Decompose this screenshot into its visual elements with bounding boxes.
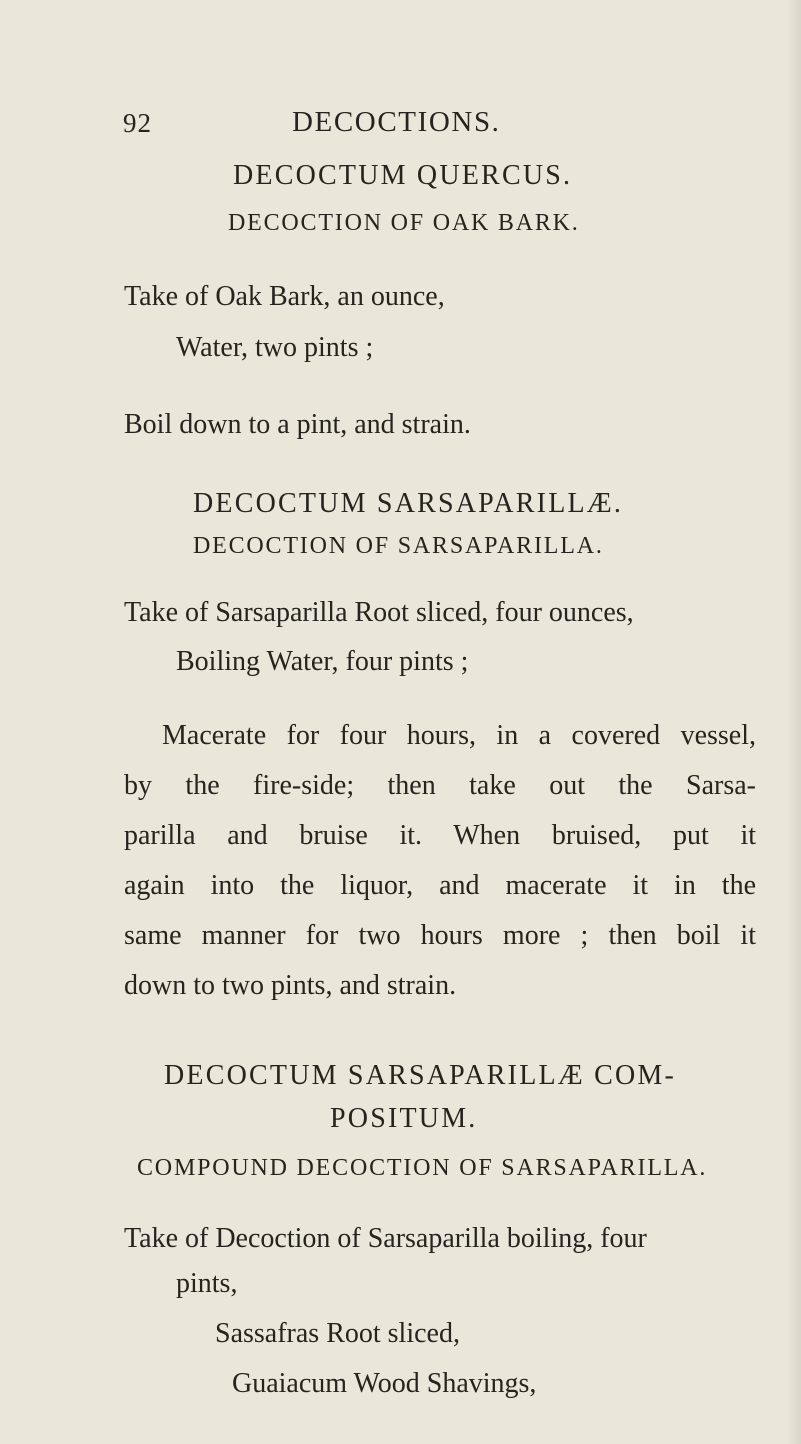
section-3-ingredient-1: Take of Decoction of Sarsaparilla boiling, four: [124, 1223, 647, 1254]
section-2-direction-line-5: same manner for two hours more ; then boil it: [124, 920, 756, 951]
section-1-latin-title: DECOCTUM QUERCUS.: [233, 160, 573, 191]
section-3-ingredient-2: Sassafras Root sliced,: [215, 1318, 460, 1349]
section-3-latin-title-line-2: POSITUM.: [330, 1103, 478, 1134]
section-2-ingredient-1: Take of Sarsaparilla Root sliced, four ounces,: [124, 597, 634, 628]
section-1-ingredient-1: Take of Oak Bark, an ounce,: [124, 281, 445, 312]
section-3-english-title: COMPOUND DECOCTION OF SARSAPARILLA.: [137, 1155, 708, 1181]
running-title: DECOCTIONS.: [292, 106, 501, 138]
section-2-direction-line-3: parilla and bruise it. When bruised, put it: [124, 820, 756, 851]
section-3-latin-title-line-1: DECOCTUM SARSAPARILLÆ COM-: [164, 1060, 677, 1091]
section-1-english-title: DECOCTION OF OAK BARK.: [228, 210, 580, 236]
section-2-latin-title: DECOCTUM SARSAPARILLÆ.: [193, 488, 624, 519]
section-3-ingredient-1-continued: pints,: [176, 1268, 238, 1299]
section-3-ingredient-3: Guaiacum Wood Shavings,: [232, 1368, 537, 1399]
page-edge-shadow: [787, 0, 801, 1444]
section-1-direction-1: Boil down to a pint, and strain.: [124, 409, 471, 440]
section-2-direction-line-2: by the fire-side; then take out the Sarsa-: [124, 770, 756, 801]
section-1-ingredient-2: Water, two pints ;: [176, 332, 374, 363]
section-2-direction-line-6: down to two pints, and strain.: [124, 970, 457, 1001]
section-2-english-title: DECOCTION OF SARSAPARILLA.: [193, 533, 604, 559]
section-2-direction-line-1: Macerate for four hours, in a covered vessel,: [162, 720, 756, 751]
section-2-direction-line-4: again into the liquor, and macerate it in the: [124, 870, 756, 901]
section-2-ingredient-2: Boiling Water, four pints ;: [176, 646, 469, 677]
page-number: 92: [123, 108, 152, 138]
